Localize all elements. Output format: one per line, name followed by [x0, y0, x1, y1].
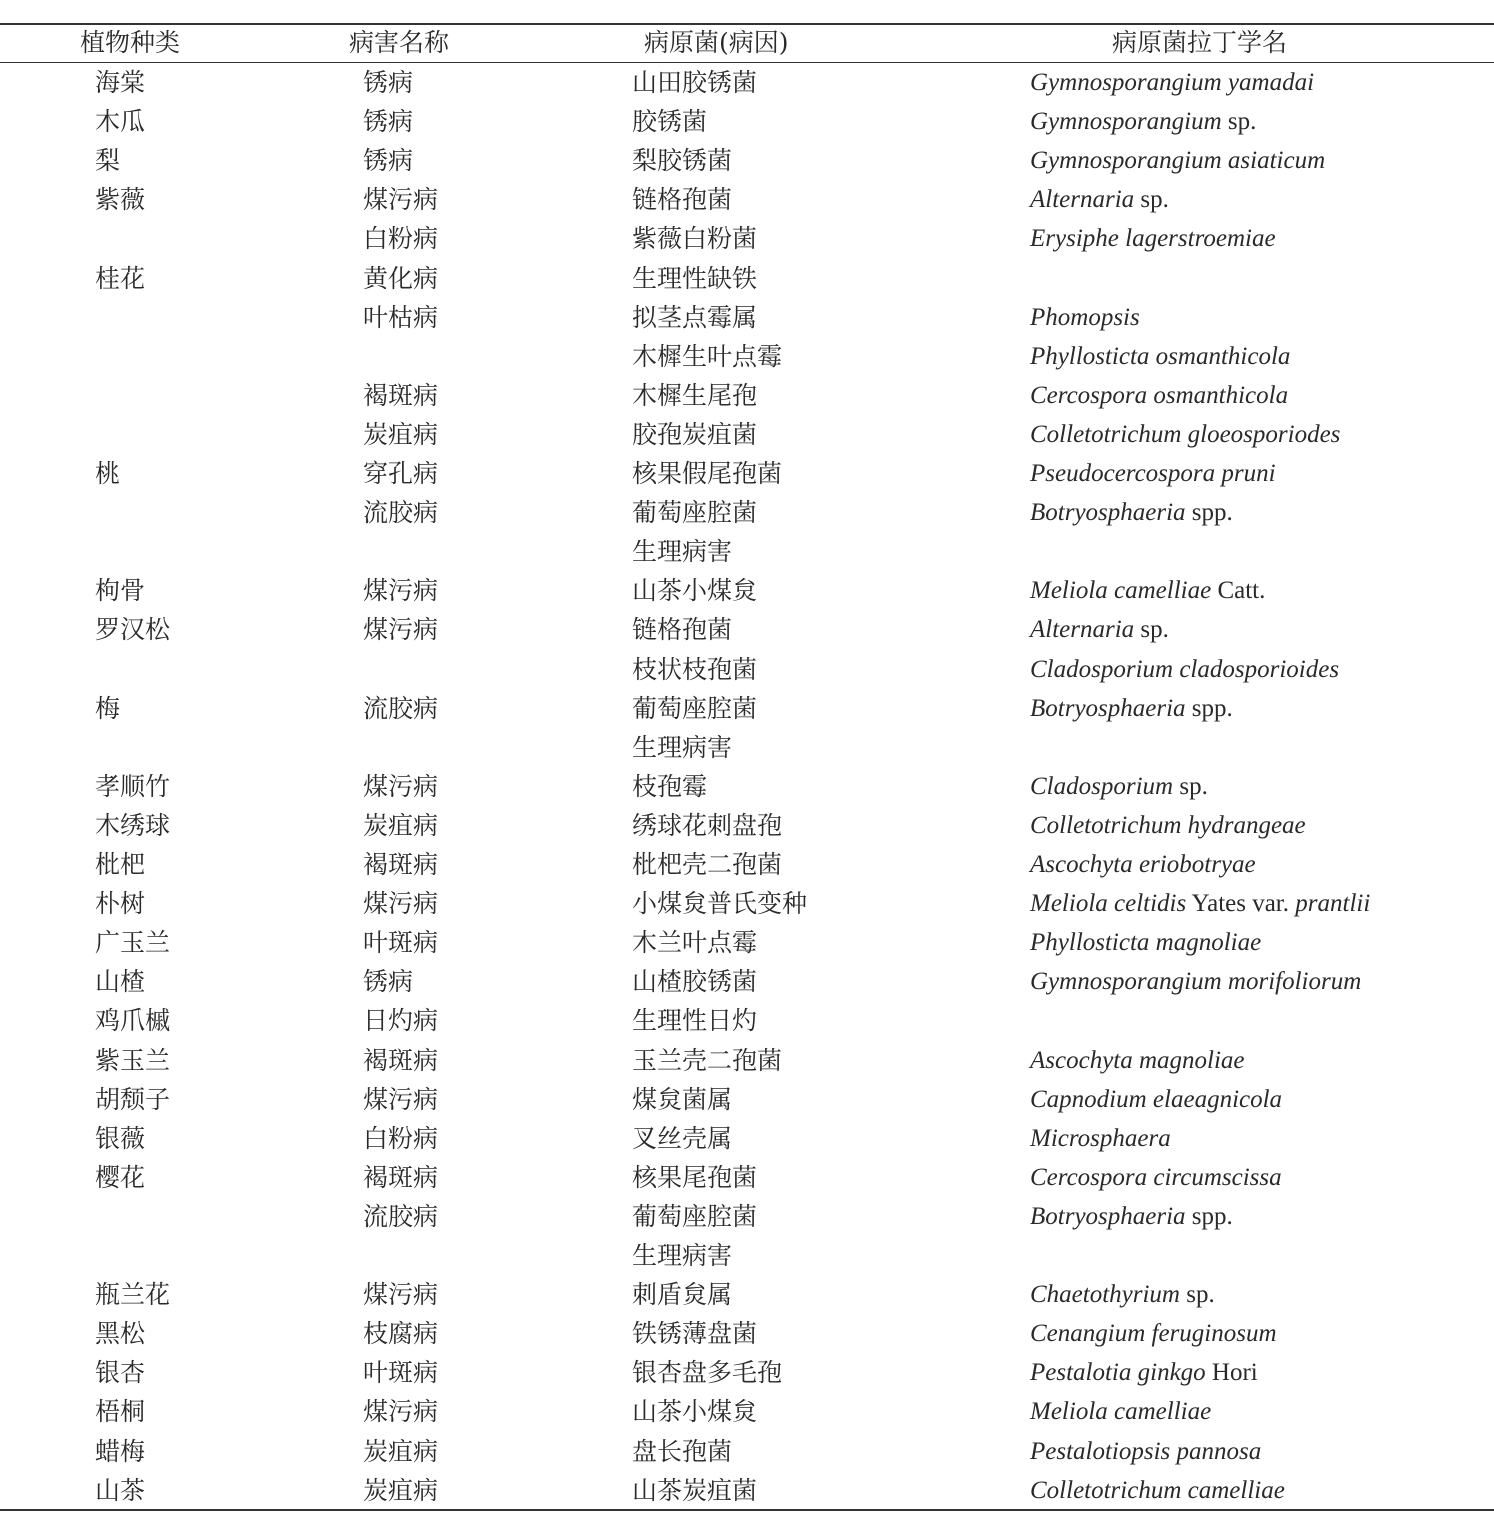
- cell-disease: 锈病: [363, 146, 414, 176]
- cell-disease: 穿孔病: [363, 459, 439, 488]
- cell-disease: 日灼病: [363, 1006, 439, 1036]
- latin-italic-part: Cladosporium cladosporioides: [1030, 655, 1340, 683]
- cell-pathogen: 核果尾孢菌: [632, 1162, 758, 1192]
- cell-plant: 木瓜: [95, 107, 146, 137]
- cell-pathogen: 枇杷壳二孢菌: [632, 850, 783, 879]
- cell-latin-name: [1030, 298, 1140, 337]
- latin-italic-part: Meliola camelliae: [1030, 1398, 1212, 1426]
- cell-latin-name: [1030, 376, 1288, 415]
- cell-plant: 朴树: [95, 889, 146, 919]
- cell-disease: 炭疽病: [363, 1436, 439, 1466]
- cell-plant: 山茶: [95, 1475, 146, 1505]
- cell-plant: 银薇: [95, 1123, 146, 1153]
- latin-plain-part: sp.: [1180, 1281, 1215, 1309]
- cell-disease: 黄化病: [363, 263, 439, 293]
- latin-italic-part: Cercospora osmanthicola: [1030, 381, 1289, 409]
- cell-pathogen: 叉丝壳属: [632, 1123, 733, 1153]
- latin-italic-part: Meliola celtidis: [1030, 890, 1187, 918]
- cell-disease: 锈病: [363, 967, 414, 997]
- cell-plant: 鸡爪槭: [95, 1006, 171, 1036]
- cell-plant: 枇杷: [95, 850, 146, 879]
- cell-pathogen: 山茶小煤炱: [632, 1397, 758, 1427]
- cell-disease: 叶枯病: [363, 302, 439, 332]
- cell-plant: 紫玉兰: [95, 1045, 171, 1075]
- cell-pathogen: 煤炱菌属: [632, 1084, 733, 1114]
- cell-disease: 锈病: [363, 68, 414, 97]
- cell-plant: 枸骨: [95, 576, 146, 606]
- cell-disease: 煤污病: [363, 889, 439, 919]
- latin-plain-part: sp.: [1134, 186, 1169, 214]
- cell-plant: 紫薇: [95, 185, 146, 215]
- cell-plant: 瓶兰花: [95, 1280, 171, 1310]
- latin-italic-part: prantlii: [1295, 890, 1371, 918]
- latin-italic-part: Cercospora circumscissa: [1030, 1163, 1282, 1191]
- latin-plain-part: Yates var.: [1186, 890, 1296, 918]
- cell-latin-name: [1030, 141, 1325, 180]
- cell-plant: 梨: [95, 146, 121, 176]
- cell-plant: 桂花: [95, 263, 146, 293]
- cell-latin-name: [1030, 1158, 1282, 1197]
- cell-latin-name: [1030, 102, 1256, 141]
- cell-disease: 叶斑病: [363, 928, 439, 958]
- cell-pathogen: 胶孢炭疽菌: [632, 419, 758, 449]
- cell-plant: 樱花: [95, 1162, 146, 1192]
- cell-latin-name: [1030, 1275, 1215, 1314]
- latin-italic-part: Alternaria: [1030, 616, 1135, 644]
- cell-latin-name: [1030, 767, 1208, 806]
- cell-disease: 流胶病: [363, 498, 439, 528]
- cell-latin-name: [1030, 219, 1276, 258]
- cell-disease: 褐斑病: [363, 1162, 439, 1192]
- cell-pathogen: 葡萄座腔菌: [632, 498, 758, 528]
- cell-disease: 褐斑病: [363, 380, 439, 410]
- latin-italic-part: Gymnosporangium morifoliorum: [1030, 968, 1362, 996]
- cell-plant: 蜡梅: [95, 1436, 146, 1466]
- cell-plant: 罗汉松: [95, 615, 171, 645]
- cell-latin-name: [1030, 962, 1361, 1001]
- cell-disease: 褐斑病: [363, 850, 439, 879]
- latin-italic-part: Cladosporium: [1030, 772, 1174, 800]
- cell-latin-name: [1030, 454, 1276, 493]
- cell-latin-name: [1030, 1471, 1285, 1510]
- cell-pathogen: 葡萄座腔菌: [632, 1201, 758, 1231]
- latin-plain-part: Catt.: [1211, 577, 1266, 605]
- latin-italic-part: Gymnosporangium asiaticum: [1030, 147, 1326, 175]
- latin-italic-part: Ascochyta eriobotryae: [1030, 851, 1256, 878]
- cell-pathogen: 绣球花刺盘孢: [632, 810, 783, 840]
- cell-latin-name: [1030, 650, 1339, 689]
- latin-italic-part: Pestalotia ginkgo: [1030, 1359, 1206, 1387]
- latin-italic-part: Phyllosticta osmanthicola: [1030, 342, 1291, 370]
- cell-pathogen: 小煤炱普氏变种: [632, 889, 808, 919]
- cell-pathogen: 梨胶锈菌: [632, 146, 733, 176]
- cell-pathogen: 木樨生叶点霉: [632, 341, 783, 371]
- cell-plant: 孝顺竹: [95, 771, 171, 801]
- cell-pathogen: 生理病害: [632, 1241, 733, 1270]
- latin-plain-part: spp.: [1185, 1202, 1233, 1230]
- cell-latin-name: [1030, 1314, 1277, 1353]
- cell-pathogen: 刺盾炱属: [632, 1280, 733, 1310]
- cell-latin-name: [1030, 180, 1169, 219]
- cell-pathogen: 山楂胶锈菌: [632, 967, 758, 997]
- latin-italic-part: Alternaria: [1030, 186, 1135, 214]
- latin-italic-part: Botryosphaeria: [1030, 1202, 1186, 1230]
- latin-italic-part: Chaetothyrium: [1030, 1281, 1180, 1309]
- cell-pathogen: 银杏盘多毛孢: [632, 1358, 783, 1388]
- cell-pathogen: 生理性日灼: [632, 1006, 758, 1036]
- cell-latin-name: [1030, 923, 1261, 962]
- cell-disease: 煤污病: [363, 615, 439, 645]
- latin-italic-part: Capnodium elaeagnicola: [1030, 1085, 1283, 1113]
- cell-plant: 胡颓子: [95, 1084, 171, 1114]
- cell-disease: 煤污病: [363, 1280, 439, 1310]
- cell-disease: 枝腐病: [363, 1319, 439, 1349]
- latin-italic-part: Erysiphe lagerstroemiae: [1030, 225, 1276, 253]
- cell-latin-name: [1030, 493, 1233, 532]
- cell-pathogen: 山茶炭疽菌: [632, 1475, 758, 1505]
- cell-plant: 梅: [95, 693, 121, 723]
- header-pathogen: 病原菌(病因): [644, 28, 789, 57]
- cell-pathogen: 紫薇白粉菌: [632, 224, 758, 254]
- latin-plain-part: sp.: [1134, 616, 1169, 644]
- latin-italic-part: Gymnosporangium: [1030, 108, 1222, 136]
- cell-latin-name: [1030, 1353, 1258, 1392]
- cell-disease: 煤污病: [363, 1397, 439, 1427]
- table-bottom-rule: [0, 1509, 1494, 1511]
- latin-italic-part: Botryosphaeria: [1030, 499, 1186, 527]
- cell-latin-name: [1030, 337, 1290, 376]
- cell-latin-name: [1030, 806, 1306, 845]
- latin-italic-part: Pestalotiopsis pannosa: [1030, 1437, 1262, 1465]
- cell-pathogen: 盘长孢菌: [632, 1436, 733, 1466]
- latin-italic-part: Colletotrichum camelliae: [1030, 1476, 1285, 1504]
- cell-disease: 锈病: [363, 107, 414, 137]
- latin-plain-part: spp.: [1185, 499, 1233, 527]
- latin-italic-part: Gymnosporangium yamadai: [1030, 69, 1315, 96]
- cell-latin-name: [1030, 845, 1256, 884]
- latin-italic-part: Phomopsis: [1030, 303, 1140, 331]
- cell-pathogen: 拟茎点霉属: [632, 302, 758, 332]
- latin-italic-part: Cenangium feruginosum: [1030, 1320, 1277, 1348]
- cell-pathogen: 木兰叶点霉: [632, 928, 758, 958]
- cell-pathogen: 核果假尾孢菌: [632, 459, 783, 488]
- cell-plant: 山楂: [95, 967, 146, 997]
- cell-latin-name: [1030, 1392, 1211, 1431]
- cell-latin-name: [1030, 689, 1233, 728]
- latin-italic-part: Ascochyta magnoliae: [1030, 1046, 1245, 1074]
- cell-disease: 煤污病: [363, 576, 439, 606]
- cell-latin-name: [1030, 884, 1370, 923]
- header-latin: 病原菌拉丁学名: [1112, 28, 1288, 57]
- cell-latin-name: [1030, 1080, 1282, 1119]
- latin-italic-part: Phyllosticta magnoliae: [1030, 929, 1262, 957]
- cell-pathogen: 铁锈薄盘菌: [632, 1319, 758, 1349]
- latin-italic-part: Meliola camelliae: [1030, 577, 1212, 605]
- cell-plant: 木绣球: [95, 810, 171, 840]
- latin-plain-part: spp.: [1185, 694, 1233, 722]
- cell-plant: 银杏: [95, 1358, 146, 1388]
- cell-disease: 煤污病: [363, 1084, 439, 1114]
- cell-latin-name: [1030, 1432, 1261, 1471]
- cell-plant: 海棠: [95, 68, 146, 97]
- cell-pathogen: 生理病害: [632, 732, 733, 762]
- cell-plant: 梧桐: [95, 1397, 146, 1427]
- cell-disease: 流胶病: [363, 693, 439, 723]
- latin-plain-part: Hori: [1205, 1359, 1258, 1387]
- cell-disease: 炭疽病: [363, 419, 439, 449]
- cell-latin-name: [1030, 1119, 1171, 1158]
- cell-disease: 白粉病: [363, 224, 439, 254]
- latin-italic-part: Botryosphaeria: [1030, 694, 1186, 722]
- cell-pathogen: 枝状枝孢菌: [632, 654, 758, 684]
- cell-pathogen: 生理病害: [632, 537, 733, 567]
- cell-disease: 炭疽病: [363, 810, 439, 840]
- cell-disease: 褐斑病: [363, 1045, 439, 1075]
- cell-pathogen: 链格孢菌: [632, 615, 733, 645]
- cell-latin-name: [1030, 415, 1340, 454]
- cell-latin-name: [1030, 1041, 1245, 1080]
- cell-pathogen: 生理性缺铁: [632, 263, 758, 293]
- cell-disease: 流胶病: [363, 1201, 439, 1231]
- cell-pathogen: 山田胶锈菌: [632, 68, 758, 97]
- cell-pathogen: 胶锈菌: [632, 107, 708, 137]
- cell-disease: 白粉病: [363, 1123, 439, 1153]
- cell-pathogen: 葡萄座腔菌: [632, 693, 758, 723]
- latin-italic-part: Pseudocercospora pruni: [1030, 460, 1276, 487]
- cell-latin-name: [1030, 63, 1314, 102]
- cell-disease: 叶斑病: [363, 1358, 439, 1388]
- cell-disease: 煤污病: [363, 771, 439, 801]
- latin-italic-part: Colletotrichum hydrangeae: [1030, 811, 1306, 839]
- cell-pathogen: 山茶小煤炱: [632, 576, 758, 606]
- cell-pathogen: 玉兰壳二孢菌: [632, 1045, 783, 1075]
- cell-plant: 黑松: [95, 1319, 146, 1349]
- cell-plant: 广玉兰: [95, 928, 171, 958]
- cell-pathogen: 链格孢菌: [632, 185, 733, 215]
- cell-disease: 炭疽病: [363, 1475, 439, 1505]
- header-disease: 病害名称: [349, 28, 450, 57]
- latin-italic-part: Microsphaera: [1030, 1124, 1171, 1152]
- cell-plant: 桃: [95, 459, 121, 488]
- cell-disease: 煤污病: [363, 185, 439, 215]
- latin-plain-part: sp.: [1173, 772, 1208, 800]
- cell-pathogen: 枝孢霉: [632, 771, 708, 801]
- cell-latin-name: [1030, 571, 1265, 610]
- latin-italic-part: Colletotrichum gloeosporiodes: [1030, 420, 1341, 448]
- cell-latin-name: [1030, 1197, 1233, 1236]
- header-plant: 植物种类: [80, 28, 181, 57]
- cell-pathogen: 木樨生尾孢: [632, 380, 758, 410]
- latin-plain-part: sp.: [1221, 108, 1257, 136]
- cell-latin-name: [1030, 610, 1169, 649]
